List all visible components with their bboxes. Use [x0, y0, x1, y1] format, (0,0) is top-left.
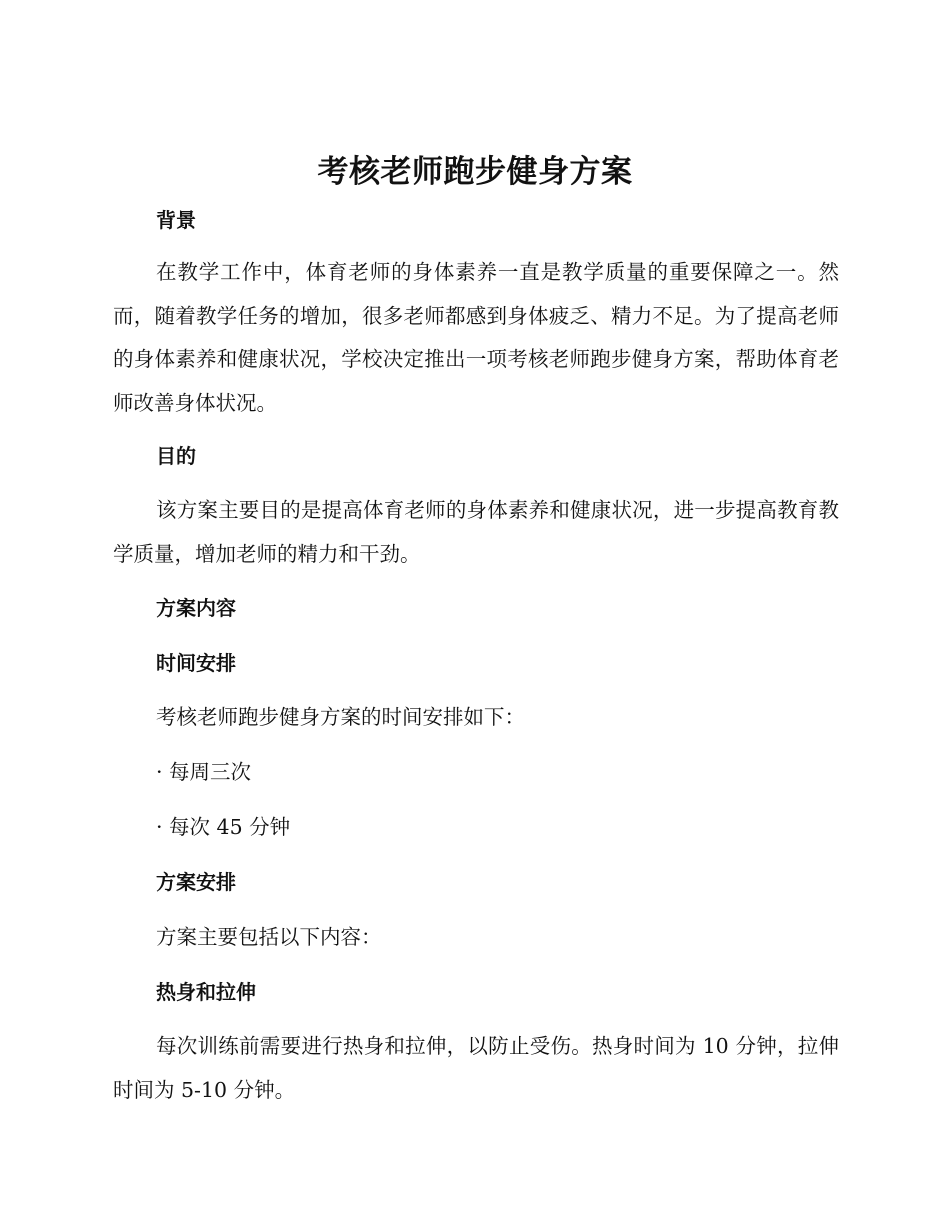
document-title: 考核老师跑步健身方案 [317, 154, 633, 190]
heading-plan-content: 方案内容 [156, 596, 236, 620]
heading-warmup: 热身和拉伸 [156, 980, 256, 1004]
plan-intro: 方案主要包括以下内容： [156, 925, 382, 949]
heading-schedule: 时间安排 [156, 651, 236, 675]
heading-purpose: 目的 [156, 444, 196, 468]
paragraph-background: 在教学工作中，体育老师的身体素养一直是教学质量的重要保障之一。然而，随着教学任务的增加，很多老师都感到身体疲乏、精力不足。为了提高老师的身体素养和健康状况，学校决定推出一项考核老师跑步健身方案，帮助体育老师改善身体状况。 [113, 260, 839, 415]
paragraph-purpose: 该方案主要目的是提高体育老师的身体素养和健康状况，进一步提高教育教学质量，增加老师的精力和干劲。 [113, 498, 839, 566]
schedule-intro: 考核老师跑步健身方案的时间安排如下： [156, 705, 525, 729]
heading-plan-arrangement: 方案安排 [156, 870, 236, 894]
list-item: · 每周三次 [156, 760, 252, 784]
list-item: · 每次 45 分钟 [156, 815, 291, 839]
heading-background: 背景 [156, 208, 196, 232]
paragraph-warmup: 每次训练前需要进行热身和拉伸，以防止受伤。热身时间为 10 分钟，拉伸时间为 5-10 分钟。 [113, 1034, 839, 1102]
